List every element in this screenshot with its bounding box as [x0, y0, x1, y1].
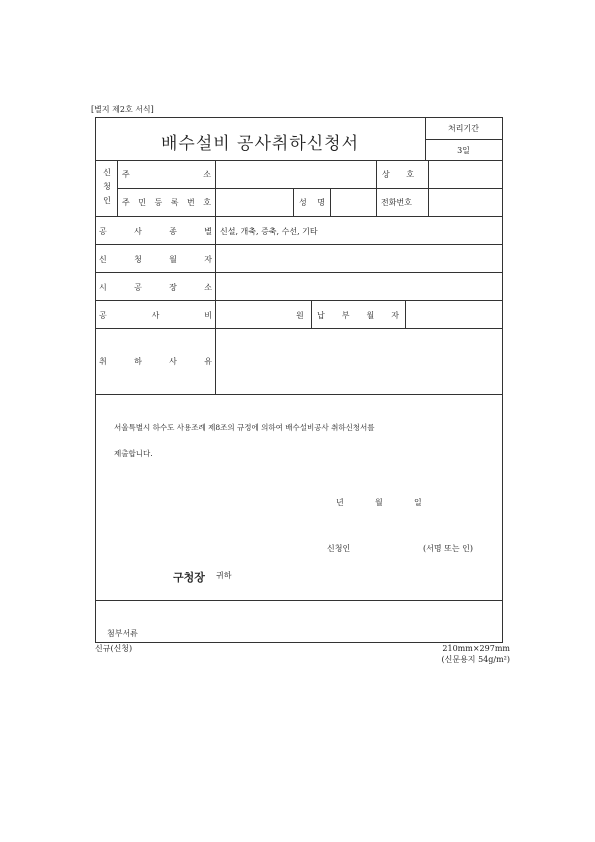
application-date-label: 신 청 월 자 [99, 255, 212, 264]
work-type-label: 공 사 종 별 [99, 227, 212, 236]
withdrawal-reason-field[interactable] [216, 329, 502, 394]
footer-paper: (신문용지 54g/m²) [441, 655, 510, 664]
processing-period-value: 3일 [457, 146, 470, 155]
applicant-group-label: 신 청 인 [103, 168, 111, 205]
footer-size: 210mm×297mm [442, 644, 510, 653]
statement-line-2: 제출합니다. [114, 449, 153, 458]
attachments-label: 첨부서류 [107, 629, 138, 638]
resident-number-label: 주 민 등 록 번 호 [122, 198, 211, 207]
cost-unit: 원 [296, 311, 304, 320]
statement-line-1: 서울특별시 하수도 사용조례 제8조의 규정에 의하여 배수설비공사 취하신청서를 [114, 423, 375, 432]
address-field[interactable] [216, 161, 376, 188]
recipient-name: 구청장 [173, 571, 205, 584]
address-label: 주 소 [122, 170, 211, 179]
withdrawal-reason-label: 취 하 사 유 [99, 357, 212, 366]
site-location-label: 시 공 장 소 [99, 283, 212, 292]
phone-label: 전화번호 [381, 198, 412, 207]
trade-name-field[interactable] [429, 161, 502, 188]
phone-field[interactable] [429, 189, 502, 216]
construction-cost-label: 공 사 비 [99, 311, 212, 320]
name-field[interactable] [331, 189, 376, 216]
trade-name-label: 상 호 [382, 170, 414, 179]
signature-note: (서명 또는 인) [423, 544, 473, 553]
form-label: [별지 제2호 서식] [91, 105, 154, 114]
payment-date-field[interactable] [406, 301, 502, 328]
date-year-label: 년 [336, 498, 344, 507]
date-month-label: 월 [375, 498, 383, 507]
site-location-field[interactable] [216, 273, 502, 300]
processing-period-label: 처리기간 [448, 124, 479, 133]
signature-applicant-label: 신청인 [327, 544, 351, 553]
page-title: 배수설비 공사취하신청서 [160, 134, 360, 154]
application-date-field[interactable] [216, 245, 502, 272]
recipient-suffix: 귀하 [216, 571, 232, 580]
footer-left: 신규(신청) [95, 644, 133, 653]
date-day-label: 일 [414, 498, 422, 507]
resident-number-field[interactable] [216, 189, 293, 216]
name-label: 성 명 [299, 198, 325, 207]
attachments-field[interactable] [96, 601, 502, 642]
signature-field[interactable] [356, 538, 420, 558]
payment-date-label: 납 부 월 자 [317, 311, 399, 320]
work-type-options[interactable]: 신설, 개축, 증축, 수선, 기타 [220, 227, 318, 236]
